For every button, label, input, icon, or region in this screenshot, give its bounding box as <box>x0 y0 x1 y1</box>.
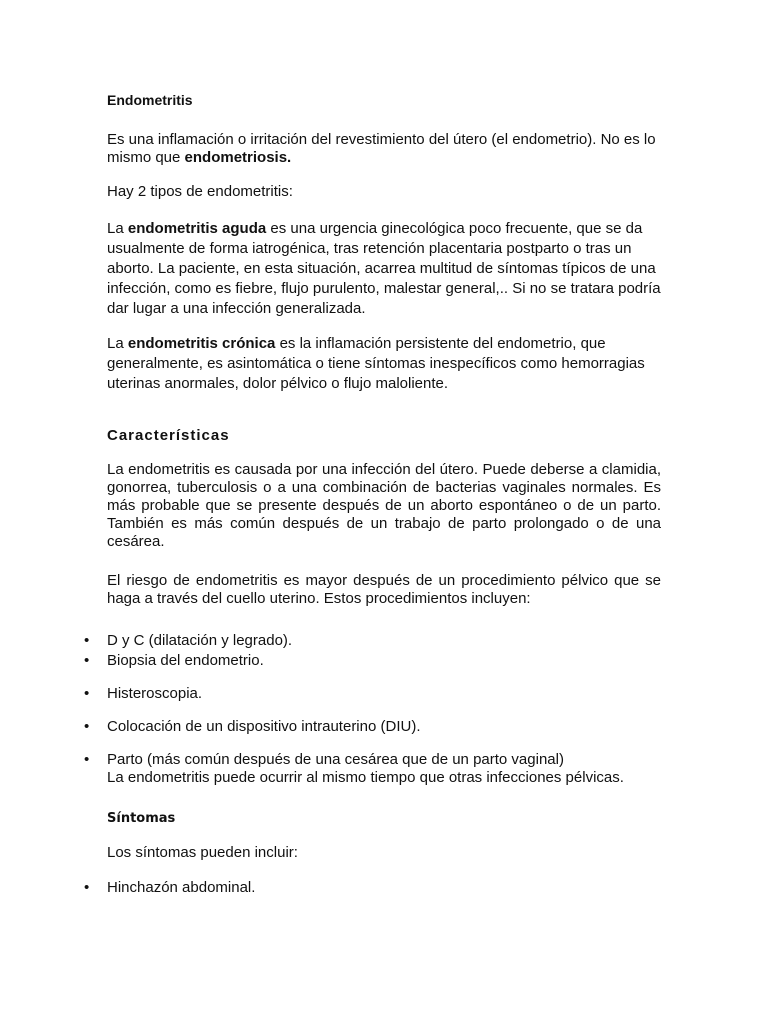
bullet-marker: • <box>84 632 90 649</box>
list-item: D y C (dilatación y legrado). <box>107 632 293 649</box>
symptoms-heading: Síntomas <box>107 811 176 826</box>
bullet-marker: • <box>84 652 90 669</box>
intro-bold-term: endometriosis. <box>184 149 292 166</box>
bullet-marker: • <box>84 685 90 702</box>
acute-pre: La <box>107 220 128 237</box>
characteristics-note: La endometritis puede ocurrir al mismo tiempo que otras infecciones pélvicas. <box>107 769 624 786</box>
chronic-paragraph <box>107 334 661 394</box>
characteristics-paragraph-1: La endometritis es causada por una infección del útero. Puede deberse a clamidia, gonorrea, tuberculosis o a una combinación de bacterias vaginales normales. Es más probable que se presente después de un aborto espontáneo o de un parto. También es más común después de un trabajo de parto prolongado o de una cesárea. <box>107 461 661 550</box>
bullet-marker: • <box>84 751 90 768</box>
chronic-pre: La <box>107 335 128 352</box>
list-item: Parto (más común después de una cesárea que de un parto vaginal) <box>107 751 564 768</box>
list-item: Histeroscopia. <box>107 685 203 702</box>
acute-bold-term: endometritis aguda <box>127 220 267 237</box>
chronic-text: es la inflamación persistente del endometrio, que generalmente, es asintomática o tiene síntomas inespecíficos como hemorragias uterinas anormales, dolor pélvico o flujo maloliente. <box>107 335 645 392</box>
types-intro: Hay 2 tipos de endometritis: <box>107 183 293 200</box>
bullet-marker: • <box>84 718 90 735</box>
symptoms-intro: Los síntomas pueden incluir: <box>107 844 298 861</box>
chronic-bold-term: endometritis crónica <box>127 335 276 352</box>
list-item: Hinchazón abdominal. <box>107 879 256 896</box>
intro-paragraph <box>107 131 661 167</box>
bullet-marker: • <box>84 879 90 896</box>
acute-paragraph <box>107 219 661 319</box>
list-item: Colocación de un dispositivo intrauterino (DIU). <box>107 718 421 735</box>
characteristics-heading: Características <box>107 427 230 444</box>
characteristics-paragraph-2: El riesgo de endometritis es mayor después de un procedimiento pélvico que se haga a través del cuello uterino. Estos procedimientos incluyen: <box>107 572 661 607</box>
document-title: Endometritis <box>107 92 193 108</box>
intro-text: Es una inflamación o irritación del revestimiento del útero (el endometrio). No es lo mismo que <box>107 131 656 166</box>
acute-text: es una urgencia ginecológica poco frecuente, que se da usualmente de forma iatrogénica, tras retención placentaria postparto o tras un aborto. La paciente, en esta situación, acarrea multitud de síntomas típicos de una infección, como es fiebre, flujo purulento, malestar general,.. Si no se tratara podría dar lugar a una infección generalizada. <box>107 220 661 317</box>
list-item: Biopsia del endometrio. <box>107 652 264 669</box>
